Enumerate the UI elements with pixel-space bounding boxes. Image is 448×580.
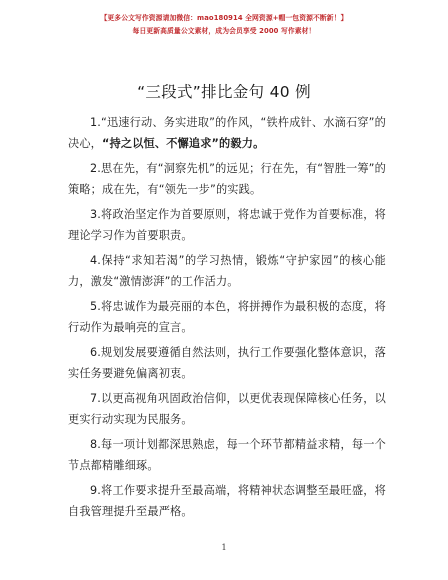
list-item — [68, 435, 386, 476]
list-item — [68, 389, 386, 430]
item-number: 5. — [90, 300, 101, 313]
list-item — [68, 113, 386, 154]
item-bold-text: “持之以恒、不懈追求”的毅力。 — [102, 136, 265, 150]
item-text: 将政治坚定作为首要原则，将忠诚于党作为首要标准，将理论学习作为首要职责。 — [68, 208, 386, 242]
list-item — [68, 205, 386, 246]
list-item — [68, 297, 386, 338]
sentence-list — [68, 113, 386, 527]
item-text: 将工作要求提升至最高端，将精神状态调整至最旺盛，将自我管理提升至最严格。 — [68, 484, 386, 518]
item-text: 每一项计划都深思熟虑，每一个环节都精益求精，每一个节点都精雕细琢。 — [68, 438, 386, 472]
item-text: 将忠诚作为最亮丽的本色，将拼搏作为最积极的态度，将行动作为最响亮的宣言。 — [68, 300, 386, 334]
item-text: 思在先，有“洞察先机”的远见；行在先，有“智胜一筹”的策略；成在先，有“领先一步”的实践。 — [68, 162, 386, 196]
item-number: 6. — [90, 346, 101, 359]
list-item — [68, 251, 386, 292]
item-text: 规划发展要遵循自然法则，执行工作要强化整体意识，落实任务要避免偏离初衷。 — [68, 346, 386, 380]
item-number: 4. — [90, 254, 101, 267]
promo-banner-line-1: 【更多公文写作资源请加微信：mao180914 全网资源+帽一包资源不断新！】 — [100, 14, 348, 22]
item-text: “迅速行动、务实进取”的作风，“铁杵成针、水滴石穿”的决心， — [68, 116, 386, 150]
item-number: 1. — [90, 116, 101, 129]
item-text: 以更高视角巩固政治信仰，以更优表现保障核心任务，以更实行动实现为民服务。 — [68, 392, 386, 426]
item-number: 9. — [90, 484, 101, 497]
item-text: 保持“求知若渴”的学习热情，锻炼“守护家园”的核心能力，激发“激情澎湃”的工作活力。 — [68, 254, 386, 288]
list-item — [68, 481, 386, 522]
item-number: 3. — [90, 208, 101, 221]
item-number: 8. — [90, 438, 101, 451]
item-number: 2. — [90, 162, 101, 175]
list-item — [68, 159, 386, 200]
item-number: 7. — [90, 392, 101, 405]
page-number: 1 — [221, 543, 227, 552]
document-title: “三段式”排比金句 40 例 — [137, 83, 311, 101]
list-item — [68, 343, 386, 384]
promo-banner-line-2: 每日更新高质量公文素材，成为会员享受 2000 写作素材！ — [132, 27, 316, 35]
